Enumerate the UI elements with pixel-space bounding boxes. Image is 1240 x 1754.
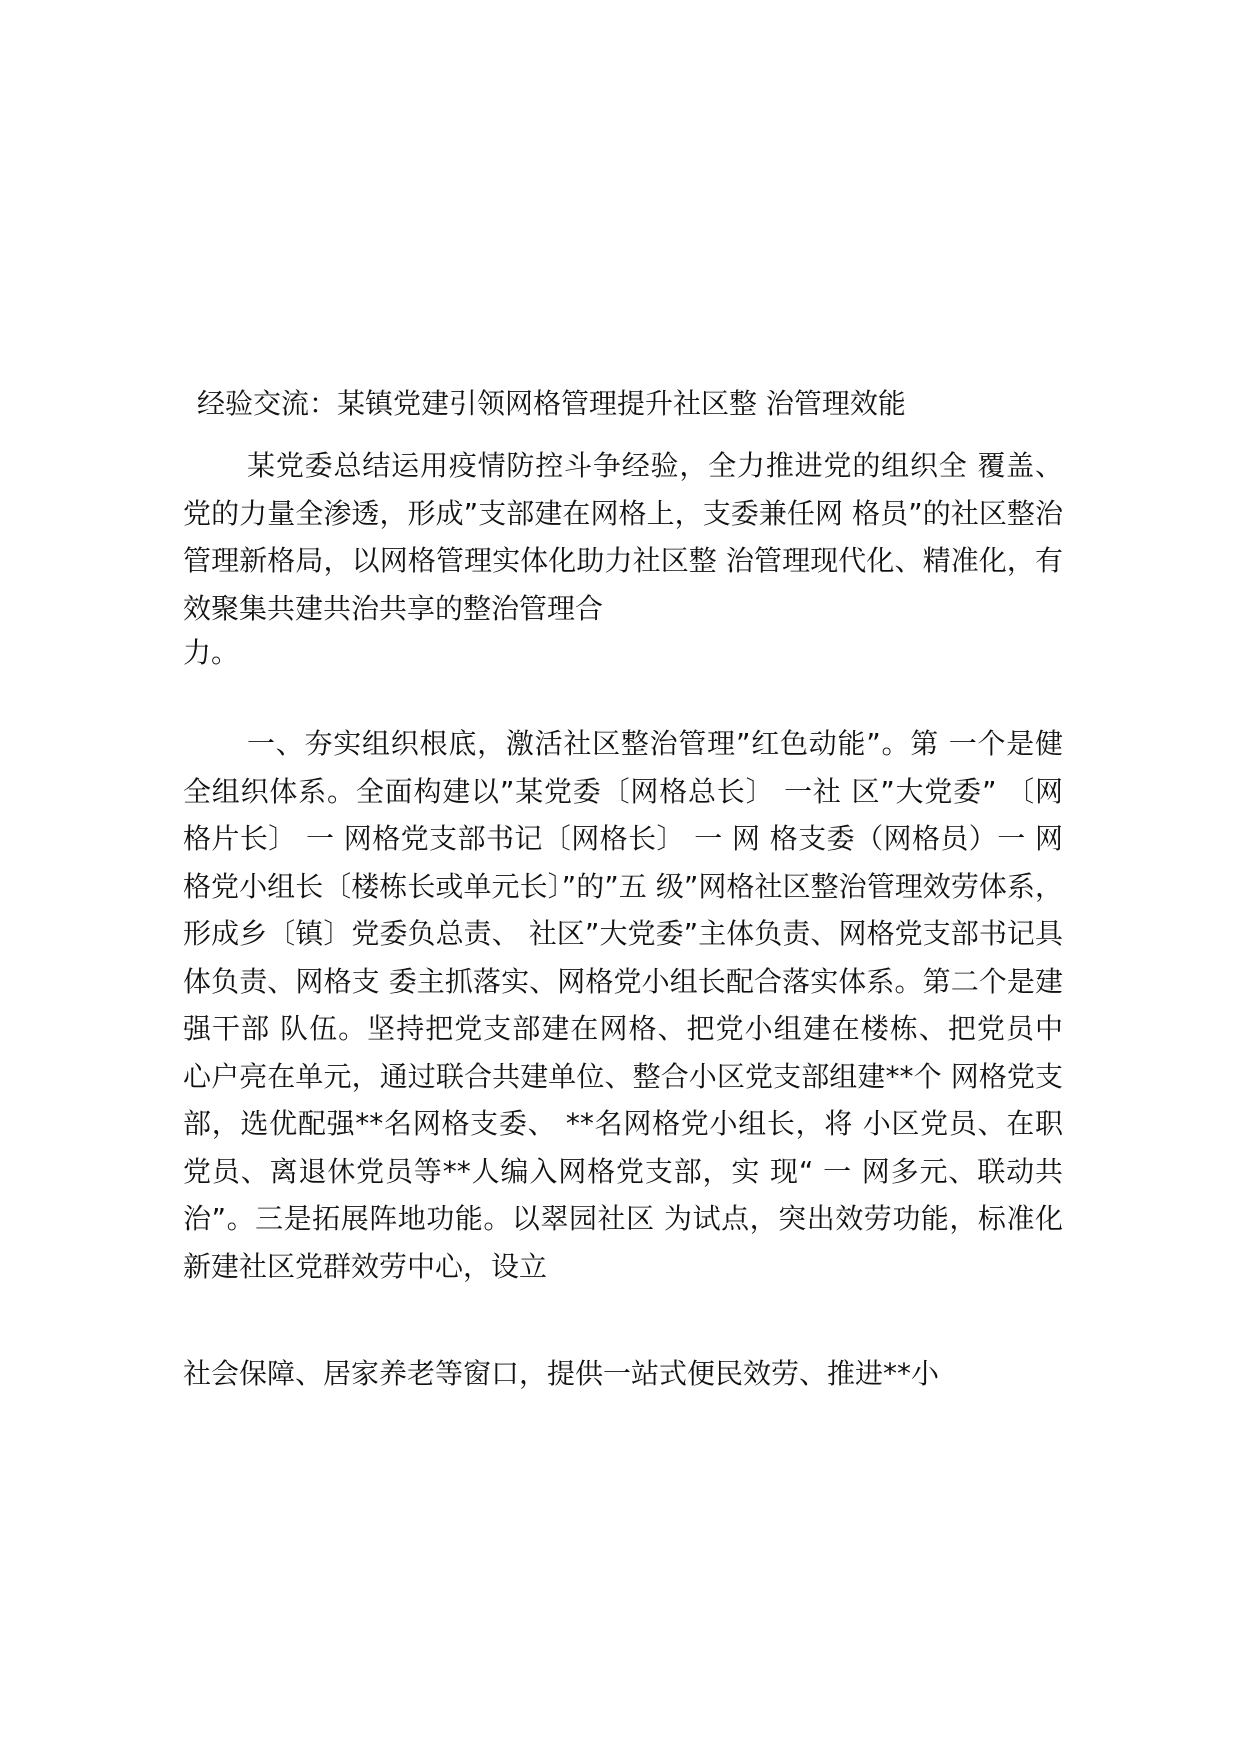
paragraph-section-one: 一、夯实组织根底，激活社区整治管理”红色动能”。第 一个是健全组织体系。全面构建以”某党委〔网格总长〕 一社 区”大党委” 〔网格片长〕 一 网格党支部书记〔网格长〕 一 网 格支委（网格员）一 网格党小组长〔楼栋长或单元长〕”的”五 级”网格社区整治管理效劳体系，形成乡〔镇〕党委负总责、 社区”大党委”主体负责、网格党支部书记具体负责、网格支 委主抓落实、网格党小组长配合落实体系。第二个是建强干部 队伍。坚持把党支部建在网格、把党小组建在楼栋、把党员中 心户亮在单元，通过联合共建单位、整合小区党支部组建**个 网格党支部，选优配强**名网格支委、 **名网格党小组长，将 小区党员、在职党员、离退休党员等**人编入网格党支部，实 现“ 一 网多元、联动共治”。三是拓展阵地功能。以翠园社区 为试点，突出效劳功能，标准化新建社区党群效劳中心，设立 <box>183 727 1063 1283</box>
paragraph-intro-continued: 力。 <box>183 636 240 669</box>
paragraph-section-one-continued: 社会保障、居家养老等窗口，提供一站式便民效劳、推进**小 <box>183 1357 940 1390</box>
document-title: 经验交流：某镇党建引领网格管理提升社区整 治管理效能 <box>197 387 906 420</box>
paragraph-intro: 某党委总结运用疫情防控斗争经验，全力推进党的组织全 覆盖、党的力量全渗透，形成”支部建在网格上，支委兼任网 格员”的社区整治管理新格局，以网格管理实体化助力社区整 治管理现代化、精准化，有效聚集共建共治共享的整治管理合 <box>183 449 1063 625</box>
